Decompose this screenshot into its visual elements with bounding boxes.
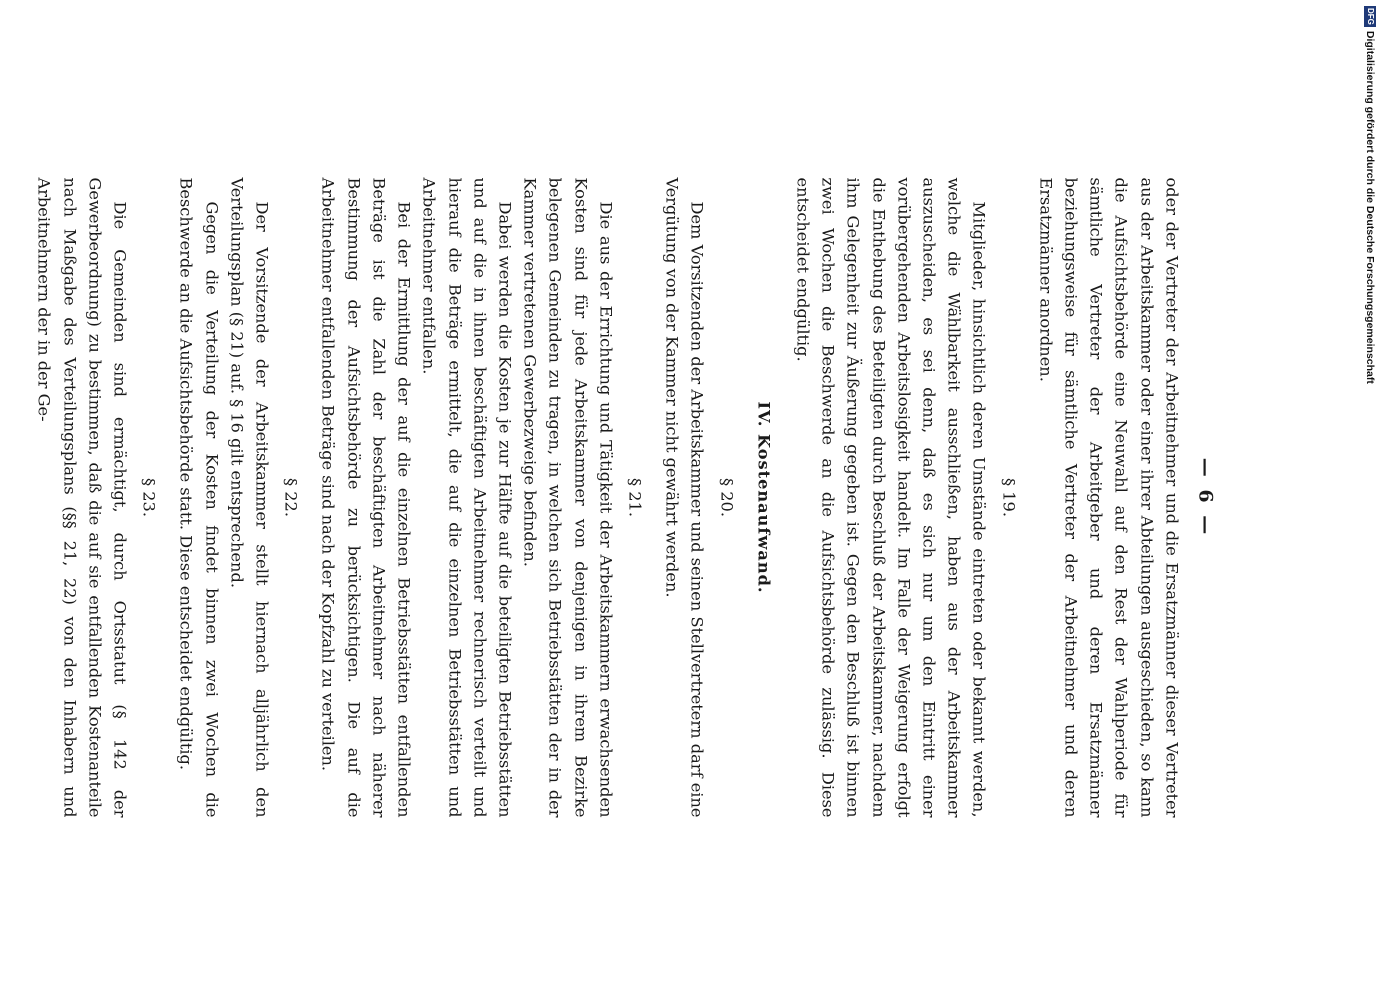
body-paragraph: Gegen die Verteilung der Kosten findet binnen zwei Wochen die Beschwerde an die Aufsichtsbehörde statt. Diese entscheidet endgültig.: [176, 177, 222, 818]
paragraph-heading: § 20.: [717, 478, 737, 517]
body-paragraph: oder der Vertreter der Arbeitnehmer und die Ersatzmänner dieser Vertreter aus der Arbeitskammer oder einer ihrer Abteilungen ausgeschieden, so kann die Aufsichtsbehörde eine Neuwahl auf den Rest der Wahlperiode für sämtliche Vertreter der Arbeitgeber und deren Ersatzmänner beziehungsweise für sämtliche Vertreter der Arbeitnehmer und deren Ersatzmänner anordnen.: [1036, 177, 1182, 818]
body-paragraph: Mitglieder, hinsichtlich deren Umstände eintreten oder bekannt werden, welche die Wählbarkeit ausschließen, haben aus der Arbeitskammer auszuscheiden, es sei denn, daß es sich nur um den Eintritt einer vorübergehenden Arbeitslosigkeit handelt. Im Falle der Weigerung erfolgt die Enthebung des Beteiligten durch Beschluß der Arbeitskammer, nachdem ihm Gelegenheit zur Äußerung gegeben ist. Gegen den Beschluß ist binnen zwei Wochen die Beschwerde an die Aufsichtsbehörde zulässig. Diese entscheidet endgültig.: [793, 177, 989, 818]
body-paragraph: Der Vorsitzende der Arbeitskammer stellt hiernach alljährlich den Verteilungsplan (§ 21) auf. § 16 gilt entsprechend.: [227, 177, 272, 818]
page-number: — 6 —: [1194, 457, 1217, 538]
paragraph-heading: § 22.: [281, 478, 301, 517]
paragraph-heading: § 19.: [999, 478, 1019, 517]
body-paragraph: Die Gemeinden sind ermächtigt, durch Ortsstatut (§ 142 der Gewerbeordnung) zu bestimmen, daß die auf sie entfallenden Kostenanteile nach Maßgabe des Verteilungsplans (§§ 21, 22) von den Inhabern und Arbeitnehmern der in der Ge-: [34, 177, 130, 818]
dfg-logo: DFG: [1365, 8, 1375, 25]
credit-text: Digitalisierung gefördert durch die Deutsche Forschungsgemeinschaft: [1364, 30, 1376, 384]
section-heading: IV. Kostenaufwand.: [754, 401, 774, 594]
paragraph-heading: § 21.: [625, 478, 645, 517]
body-paragraph: Dem Vorsitzenden der Arbeitskammer und seinen Stellvertretern darf eine Vergütung von der Kammer nicht gewährt werden.: [662, 177, 707, 818]
document-body: [32, 178, 1185, 818]
rotated-document-page: [34, 177, 1218, 818]
body-paragraph: Die aus der Errichtung und Tätigkeit der Arbeitskammern erwachsenden Kosten sind für jede Arbeitskammer von denjenigen in ihrem Bezirke belegenen Gemeinden zu tragen, in welchen sich Betriebsstätten der in der Kammer vertretenen Gewerbezweige befinden.: [520, 177, 616, 818]
body-paragraph: Bei der Ermittlung der auf die einzelnen Betriebsstätten entfallenden Beträge ist die Zahl der beschäftigten Arbeitnehmer nach näherer Bestimmung der Aufsichtsbehörde zu berücksichtigen. Die auf die Arbeitnehmer entfallenden Beträge sind nach der Kopfzahl zu verteilen.: [319, 177, 414, 818]
digitization-credit: [1365, 6, 1383, 406]
body-paragraph: Dabei werden die Kosten je zur Hälfte auf die beteiligten Betriebsstätten und auf die in ihnen beschäftigten Arbeitnehmer rechnerisch verteilt und hierauf die Beträge ermittelt, die auf die einzelnen Betriebsstätten und Arbeitnehmer entfallen.: [419, 177, 515, 818]
paragraph-heading: § 23.: [139, 478, 159, 517]
